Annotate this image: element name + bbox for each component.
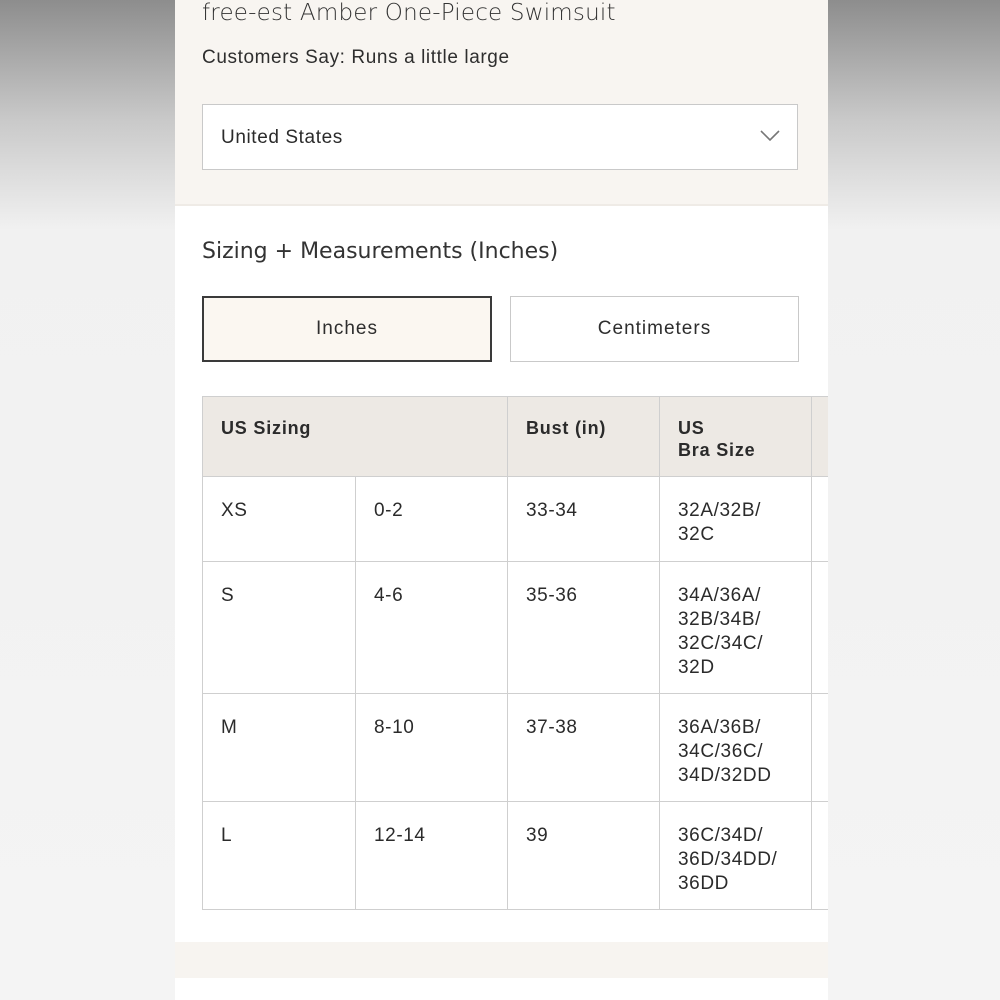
header-bust: Bust (in) bbox=[508, 397, 660, 477]
cell-bust: 39 bbox=[508, 802, 660, 910]
product-header bbox=[175, 0, 828, 204]
header-extra bbox=[812, 397, 829, 477]
sizing-section bbox=[175, 206, 828, 942]
cell-bra: 36A/36B/ 34C/36C/ 34D/32DD bbox=[660, 694, 812, 802]
chevron-down-icon bbox=[759, 127, 781, 143]
country-select-value: United States bbox=[221, 127, 343, 148]
size-guide-panel bbox=[175, 0, 828, 1000]
cell-size: M bbox=[203, 694, 356, 802]
cell-numeric: 12-14 bbox=[356, 802, 508, 910]
table-row bbox=[203, 802, 829, 910]
table-row bbox=[203, 477, 829, 562]
cell-size: S bbox=[203, 562, 356, 694]
cell-bra: 36C/34D/ 36D/34DD/ 36DD bbox=[660, 802, 812, 910]
product-title: free-est Amber One-Piece Swimsuit bbox=[202, 0, 616, 26]
inches-button[interactable]: Inches bbox=[202, 296, 492, 362]
cell-extra bbox=[812, 802, 829, 910]
section-divider bbox=[175, 942, 828, 978]
centimeters-button[interactable]: Centimeters bbox=[510, 296, 799, 362]
fit-note: Customers Say: Runs a little large bbox=[202, 47, 510, 68]
header-bra-size: US Bra Size bbox=[660, 397, 812, 477]
header-us-sizing: US Sizing bbox=[203, 397, 508, 477]
section-heading: Sizing + Measurements (Inches) bbox=[202, 239, 559, 264]
cell-bust: 37-38 bbox=[508, 694, 660, 802]
cell-numeric: 0-2 bbox=[356, 477, 508, 562]
cell-bra: 34A/36A/ 32B/34B/ 32C/34C/ 32D bbox=[660, 562, 812, 694]
cell-extra bbox=[812, 562, 829, 694]
cell-numeric: 8-10 bbox=[356, 694, 508, 802]
cell-bust: 33-34 bbox=[508, 477, 660, 562]
country-select[interactable] bbox=[202, 104, 798, 170]
cell-size: XS bbox=[203, 477, 356, 562]
cell-size: L bbox=[203, 802, 356, 910]
next-section bbox=[175, 978, 828, 1000]
table-row bbox=[203, 562, 829, 694]
cell-extra bbox=[812, 694, 829, 802]
table-row bbox=[203, 694, 829, 802]
cell-extra bbox=[812, 477, 829, 562]
size-table bbox=[202, 396, 828, 910]
table-header-row bbox=[203, 397, 829, 477]
cell-numeric: 4-6 bbox=[356, 562, 508, 694]
cell-bust: 35-36 bbox=[508, 562, 660, 694]
cell-bra: 32A/32B/ 32C bbox=[660, 477, 812, 562]
